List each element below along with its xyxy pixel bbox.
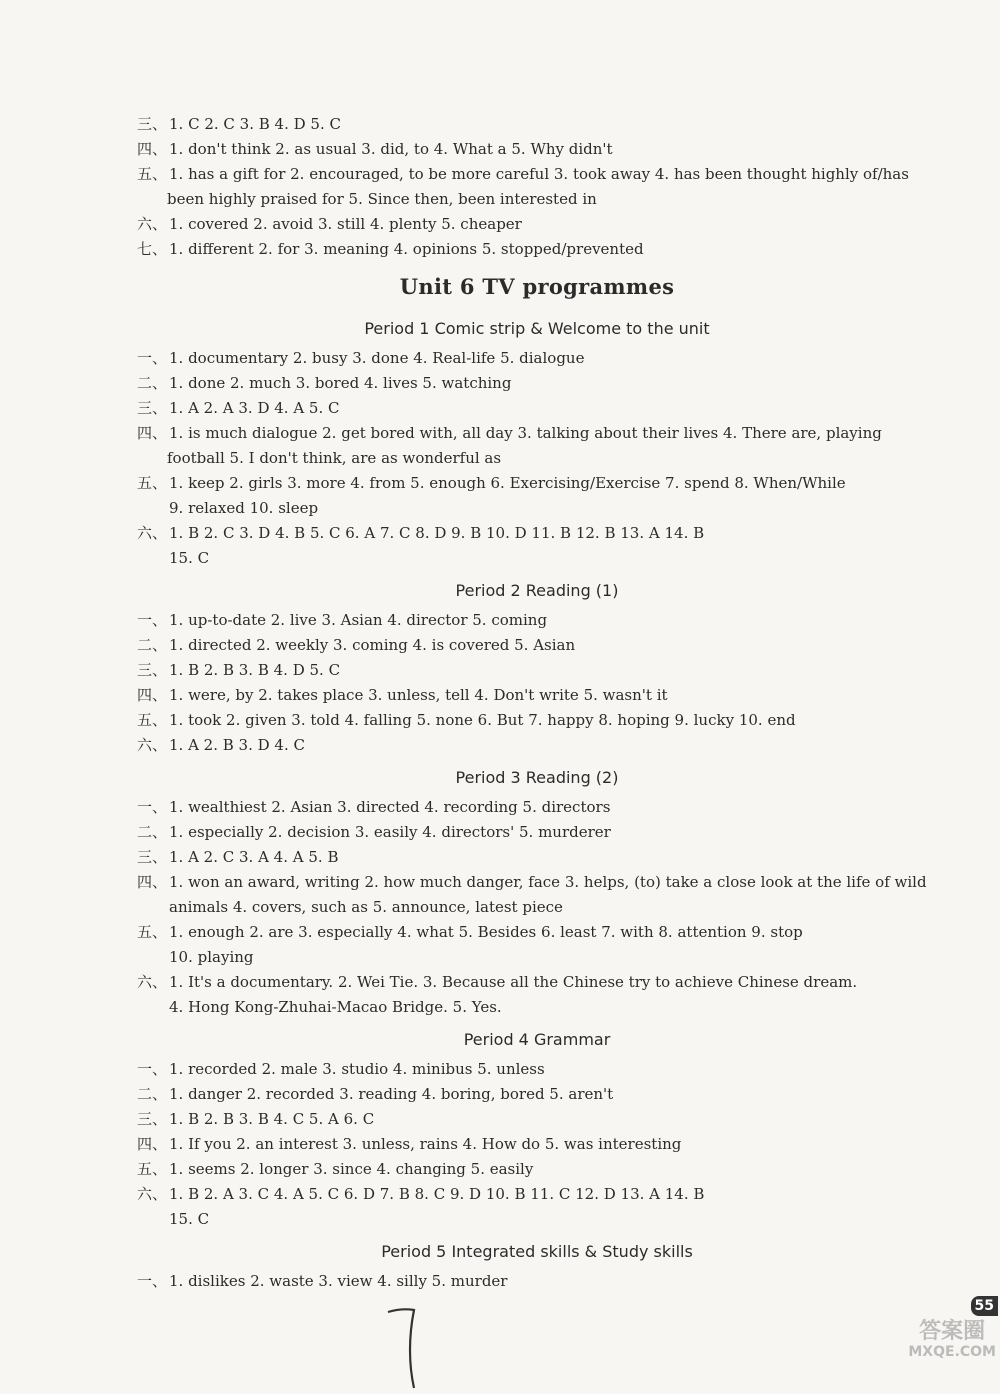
answer-line bbox=[137, 1057, 937, 1082]
handwritten-mark bbox=[380, 1300, 440, 1390]
answer-line bbox=[137, 920, 937, 945]
section-label: 三、 bbox=[137, 399, 168, 417]
answer-line bbox=[137, 845, 937, 870]
answer-text: 4. Hong Kong-Zhuhai-Macao Bridge. 5. Yes. bbox=[169, 998, 502, 1016]
section-label: 六、 bbox=[137, 736, 168, 754]
page-number: 55 bbox=[971, 1296, 998, 1316]
answer-text: 1. up-to-date 2. live 3. Asian 4. director 5. coming bbox=[169, 611, 548, 629]
answer-text: 1. A 2. C 3. A 4. A 5. B bbox=[169, 848, 339, 866]
answer-line bbox=[137, 212, 937, 237]
answer-line bbox=[137, 1107, 937, 1132]
period-title: Period 1 Comic strip & Welcome to the unit bbox=[364, 319, 710, 338]
answer-line bbox=[137, 1082, 937, 1107]
answer-line bbox=[137, 396, 937, 421]
section-label: 四、 bbox=[137, 873, 168, 891]
section-label: 三、 bbox=[137, 1110, 168, 1128]
answer-line bbox=[137, 237, 937, 262]
answer-text: 1. B 2. B 3. B 4. D 5. C bbox=[169, 661, 341, 679]
answer-text: 1. If you 2. an interest 3. unless, rains 4. How do 5. was interesting bbox=[169, 1135, 682, 1153]
answer-text: 15. C bbox=[169, 1210, 210, 1228]
answer-line bbox=[137, 1207, 937, 1232]
section-label: 四、 bbox=[137, 686, 168, 704]
answer-line bbox=[137, 546, 937, 571]
answer-line bbox=[137, 795, 937, 820]
section-label: 四、 bbox=[137, 140, 168, 158]
section-label: 四、 bbox=[137, 1135, 168, 1153]
section-label: 二、 bbox=[137, 374, 168, 392]
answer-line bbox=[137, 371, 937, 396]
answer-line bbox=[137, 945, 937, 970]
answer-text: 1. enough 2. are 3. especially 4. what 5. Besides 6. least 7. with 8. attention 9. stop bbox=[169, 923, 803, 941]
answer-line bbox=[137, 346, 937, 371]
answer-text: 1. B 2. A 3. C 4. A 5. C 6. D 7. B 8. C 9. D 10. B 11. C 12. D 13. A 14. B bbox=[169, 1185, 705, 1203]
answer-line bbox=[137, 1269, 937, 1294]
answer-line bbox=[137, 733, 937, 758]
answer-line bbox=[137, 521, 937, 546]
section-label: 六、 bbox=[137, 973, 168, 991]
answer-text: 1. has a gift for 2. encouraged, to be more careful 3. took away 4. has been thought highly of/has bbox=[169, 165, 909, 183]
answer-text: 1. took 2. given 3. told 4. falling 5. none 6. But 7. happy 8. hoping 9. lucky 10. end bbox=[169, 711, 796, 729]
answer-text: been highly praised for 5. Since then, been interested in bbox=[167, 190, 597, 208]
section-label: 二、 bbox=[137, 823, 168, 841]
answer-text: 1. recorded 2. male 3. studio 4. minibus 5. unless bbox=[169, 1060, 545, 1078]
answer-text: 1. done 2. much 3. bored 4. lives 5. watching bbox=[169, 374, 512, 392]
answer-line bbox=[137, 1182, 937, 1207]
section-label: 五、 bbox=[137, 474, 168, 492]
section-label: 一、 bbox=[137, 1272, 168, 1290]
answer-text: 1. It's a documentary. 2. Wei Tie. 3. Because all the Chinese try to achieve Chinese dream. bbox=[169, 973, 858, 991]
section-label: 一、 bbox=[137, 349, 168, 367]
answer-line bbox=[137, 708, 937, 733]
period-title: Period 3 Reading (2) bbox=[455, 768, 619, 787]
answer-line bbox=[137, 496, 937, 521]
answer-text: 1. A 2. B 3. D 4. C bbox=[169, 736, 305, 754]
answer-line bbox=[137, 162, 937, 187]
answer-line bbox=[137, 471, 937, 496]
section-label: 一、 bbox=[137, 1060, 168, 1078]
period-title: Period 2 Reading (1) bbox=[455, 581, 619, 600]
section-label: 一、 bbox=[137, 611, 168, 629]
answer-text: 1. dislikes 2. waste 3. view 4. silly 5. murder bbox=[169, 1272, 508, 1290]
section-label: 五、 bbox=[137, 165, 168, 183]
answer-text: 1. won an award, writing 2. how much danger, face 3. helps, (to) take a close look at the life of wild bbox=[169, 873, 927, 891]
answer-text: 1. B 2. C 3. D 4. B 5. C 6. A 7. C 8. D 9. B 10. D 11. B 12. B 13. A 14. B bbox=[169, 524, 705, 542]
answer-text: 15. C bbox=[169, 549, 210, 567]
unit-title: Unit 6 TV programmes bbox=[399, 274, 675, 299]
answer-text: 1. is much dialogue 2. get bored with, all day 3. talking about their lives 4. There are, playing bbox=[169, 424, 882, 442]
answer-text: 1. B 2. B 3. B 4. C 5. A 6. C bbox=[169, 1110, 375, 1128]
answer-text: 1. don't think 2. as usual 3. did, to 4. What a 5. Why didn't bbox=[169, 140, 613, 158]
answer-text: 1. seems 2. longer 3. since 4. changing 5. easily bbox=[169, 1160, 534, 1178]
answer-text: 1. covered 2. avoid 3. still 4. plenty 5. cheaper bbox=[169, 215, 522, 233]
answer-line bbox=[137, 137, 937, 162]
answer-text: 1. directed 2. weekly 3. coming 4. is covered 5. Asian bbox=[169, 636, 576, 654]
section-label: 三、 bbox=[137, 848, 168, 866]
period-title: Period 4 Grammar bbox=[463, 1030, 611, 1049]
section-label: 六、 bbox=[137, 215, 168, 233]
section-label: 五、 bbox=[137, 711, 168, 729]
section-label: 二、 bbox=[137, 1085, 168, 1103]
answer-text: 1. different 2. for 3. meaning 4. opinions 5. stopped/prevented bbox=[169, 240, 644, 258]
watermark-main: 答案圈 bbox=[919, 1319, 986, 1344]
period-title: Period 5 Integrated skills & Study skills bbox=[381, 1242, 693, 1261]
section-label: 二、 bbox=[137, 636, 168, 654]
section-label: 一、 bbox=[137, 798, 168, 816]
answer-line bbox=[137, 895, 937, 920]
answer-line bbox=[137, 421, 937, 446]
section-label: 七、 bbox=[137, 240, 168, 258]
answer-text: 10. playing bbox=[169, 948, 254, 966]
answer-text: 1. keep 2. girls 3. more 4. from 5. enough 6. Exercising/Exercise 7. spend 8. When/While bbox=[169, 474, 846, 492]
answer-line bbox=[137, 187, 937, 212]
watermark-url: MXQE.COM bbox=[908, 1344, 996, 1360]
answer-line bbox=[137, 633, 937, 658]
answer-line bbox=[137, 970, 937, 995]
answer-text: 1. documentary 2. busy 3. done 4. Real-life 5. dialogue bbox=[169, 349, 585, 367]
section-label: 三、 bbox=[137, 661, 168, 679]
answer-content bbox=[137, 112, 937, 1294]
answer-line bbox=[137, 112, 937, 137]
answer-text: 1. were, by 2. takes place 3. unless, tell 4. Don't write 5. wasn't it bbox=[169, 686, 668, 704]
answer-line bbox=[137, 608, 937, 633]
answer-text: animals 4. covers, such as 5. announce, latest piece bbox=[169, 898, 563, 916]
section-label: 五、 bbox=[137, 1160, 168, 1178]
answer-text: 1. wealthiest 2. Asian 3. directed 4. recording 5. directors bbox=[169, 798, 611, 816]
answer-text: 1. especially 2. decision 3. easily 4. directors' 5. murderer bbox=[169, 823, 611, 841]
answer-line bbox=[137, 1157, 937, 1182]
answer-line bbox=[137, 446, 937, 471]
answer-text: 1. A 2. A 3. D 4. A 5. C bbox=[169, 399, 340, 417]
section-label: 六、 bbox=[137, 1185, 168, 1203]
answer-text: 1. C 2. C 3. B 4. D 5. C bbox=[169, 115, 341, 133]
section-label: 六、 bbox=[137, 524, 168, 542]
answer-line bbox=[137, 820, 937, 845]
answer-text: football 5. I don't think, are as wonderful as bbox=[167, 449, 502, 467]
answer-line bbox=[137, 1132, 937, 1157]
section-label: 四、 bbox=[137, 424, 168, 442]
answer-line bbox=[137, 995, 937, 1020]
answer-line bbox=[137, 870, 937, 895]
answer-line bbox=[137, 658, 937, 683]
answer-text: 1. danger 2. recorded 3. reading 4. boring, bored 5. aren't bbox=[169, 1085, 614, 1103]
answer-line bbox=[137, 683, 937, 708]
answer-text: 9. relaxed 10. sleep bbox=[169, 499, 319, 517]
section-label: 三、 bbox=[137, 115, 168, 133]
site-watermark bbox=[908, 1320, 996, 1360]
section-label: 五、 bbox=[137, 923, 168, 941]
